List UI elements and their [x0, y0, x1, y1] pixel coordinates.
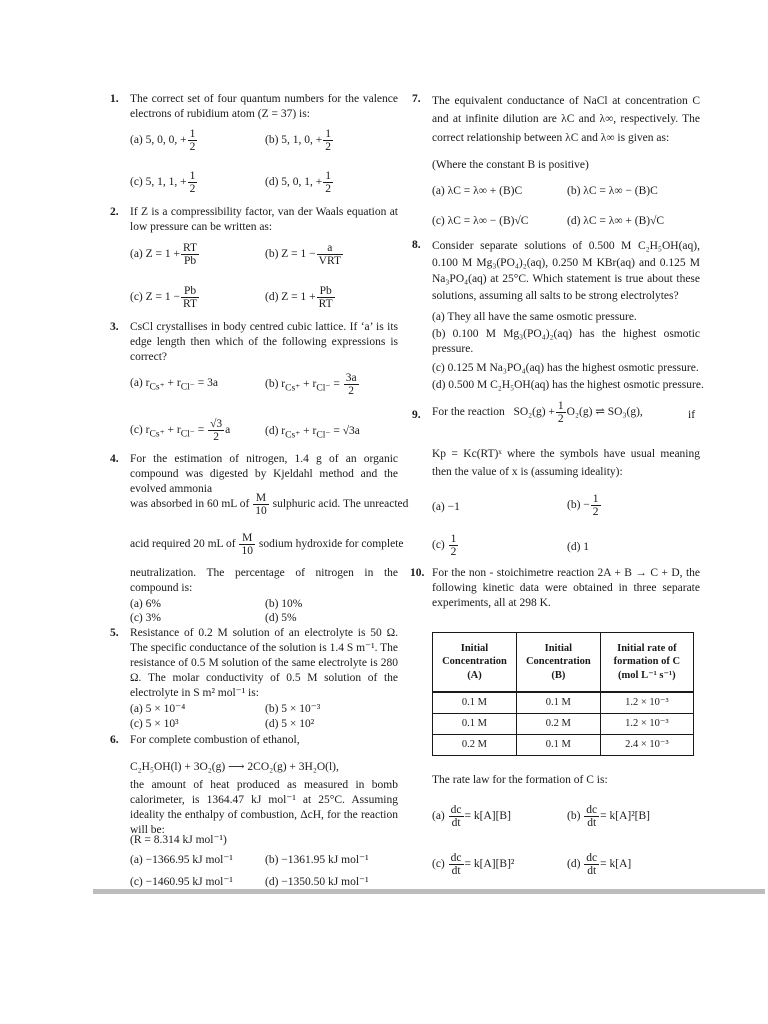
option-d: (d) −1350.50 kJ mol⁻¹: [265, 876, 369, 888]
option-d: (d) 5%: [265, 612, 297, 624]
option-b: (b) $r_{Cs^+} + r_{Cl^-}$ = $\frac{3a}{2}$: [265, 372, 357, 398]
option-c: (c) $\frac{dc}{dt}$ = k[A][B]²: [432, 852, 515, 878]
option-c: (c) 5, 1, 1, + $\frac{1}{2}$: [130, 170, 196, 196]
question-text: if: [688, 409, 696, 421]
option-b: (b) 5, 1, 0, + $\frac{1}{2}$: [265, 128, 332, 154]
option-c: (c) Z = 1 − $\frac{Pb}{RT}$: [130, 285, 198, 311]
option-a: (a) λC = λ∞ + (B)C: [432, 185, 523, 197]
option-a: (a) −1: [432, 501, 460, 513]
option-b: (b) Z = 1 − $\frac{a}{\text{VRT}}$: [265, 242, 341, 268]
table-cell: 1.2 × 10⁻³: [600, 714, 693, 735]
option-a: (a) 5, 0, 0, + $\frac{1}{2}$: [130, 128, 196, 154]
question-text: Consider separate solutions of 0.500 M C₂H₅OH(aq), 0.100 M Mg₃(PO₄)₂(aq), 0.250 M KBr(aq) and 0.125 M Na₃PO₄(aq) at 25°C. Which statement is true about these solutions, assuming all salts to be strong electrolytes?: [432, 240, 700, 303]
option-d: (d) Z = 1 + $\frac{Pb}{RT}$: [265, 285, 333, 311]
option-a: (a) 6%: [130, 598, 161, 610]
question-text: neutralization. The percentage of nitrogen in the compound is:: [130, 567, 398, 594]
question-text: the amount of heat produced as measured in bomb calorimeter, is 1364.47 kJ mol⁻¹ at 25°C. Assuming ideality the enthalpy of combustion, ΔcH, for the reaction will be:: [130, 779, 398, 836]
question-number: 6.: [110, 734, 119, 746]
page-bottom-rule: [93, 889, 765, 894]
question-text: For the non - stoichimetre reaction 2A + B → C + D, the following kinetic data were obtained in three separate experiments, all at 298 K.: [432, 567, 700, 609]
question-text: CsCl crystallises in body centred cubic lattice. If ‘a’ is its edge length then which of the following expressions is correct?: [130, 321, 398, 363]
question-number: 4.: [110, 453, 119, 465]
option-a: (a) −1366.95 kJ mol⁻¹: [130, 854, 233, 866]
question-text-line: was absorbed in 60 mL of $\frac{M}{10}$ sulphuric acid. The unreacted: [130, 492, 409, 518]
option-d: (d) 5, 0, 1, + $\frac{1}{2}$: [265, 170, 332, 196]
option-a: (a) Z = 1 + $\frac{RT}{Pb}$: [130, 242, 198, 268]
question-number: 2.: [110, 206, 119, 218]
option-b: (b) −1361.95 kJ mol⁻¹: [265, 854, 369, 866]
option-c: (c) 5 × 10³: [130, 718, 179, 730]
question-number: 3.: [110, 321, 119, 333]
reaction-equation: C₂H₅OH(l) + 3O₂(g) ⟶ 2CO₂(g) + 3H₂O(l),: [130, 761, 339, 773]
question-note: (Where the constant B is positive): [432, 159, 589, 171]
option-d: (d) 0.500 M C₂H₅OH(aq) has the highest osmotic pressure.: [432, 379, 704, 391]
column-header: Initial rate of formation of C (mol L⁻¹ s⁻¹): [600, 633, 693, 693]
question-text: If Z is a compressibility factor, van der Waals equation at low pressure can be written as:: [130, 206, 398, 233]
column-header: Initial Concentration (A): [433, 633, 517, 693]
option-d: (d) 1: [567, 541, 590, 553]
reaction-equation: For the reaction SO₂(g) + $\frac{1}{2}$ O₂(g) ⇌ SO₃(g),: [432, 400, 643, 426]
column-header: Initial Concentration (B): [516, 633, 600, 693]
option-b: (b) 0.100 M Mg₃(PO₄)₂(aq) has the highest osmotic pressure.: [432, 328, 700, 355]
question-number: 1.: [110, 93, 119, 105]
table-cell: 0.1 M: [516, 735, 600, 756]
option-b: (b) $\frac{dc}{dt}$ = k[A]²[B]: [567, 804, 651, 830]
option-c: (c) −1460.95 kJ mol⁻¹: [130, 876, 233, 888]
option-c: (c) λC = λ∞ − (B)√C: [432, 215, 529, 227]
option-d: (d) λC = λ∞ + (B)√C: [567, 215, 665, 227]
table-cell: 0.1 M: [516, 692, 600, 714]
question-number: 5.: [110, 627, 119, 639]
table-cell: 0.2 M: [433, 735, 517, 756]
question-text: Kp = Kc(RT)ˣ where the symbols have usual meaning then the value of x is (assuming ideality):: [432, 448, 700, 478]
option-a: (a) $r_{Cs^+} + r_{Cl^-} = 3a$: [130, 377, 218, 393]
option-c: (c) 3%: [130, 612, 161, 624]
table-header-row: [433, 633, 694, 693]
question-text-line: acid required 20 mL of $\frac{M}{10}$ sodium hydroxide for complete: [130, 532, 404, 558]
question-number: 7.: [412, 93, 421, 105]
option-a: (a) $\frac{dc}{dt}$ = k[A][B]: [432, 804, 511, 830]
question-text: The equivalent conductance of NaCl at concentration C and at infinite dilution are λC and λ∞, respectively. The correct relationship between λC and λ∞ is given as:: [432, 95, 700, 144]
option-b: (b) − $\frac{1}{2}$: [567, 493, 599, 519]
question-text: Resistance of 0.2 M solution of an electrolyte is 50 Ω. The specific conductance of the solution is 1.4 S m⁻¹. The resistance of 0.5 M solution of the same electrolyte is 280 Ω. The molar conductivity of 0.5 M solution of the electrolyte in S m² mol⁻¹ is:: [130, 627, 398, 699]
question-text: For the estimation of nitrogen, 1.4 g of an organic compound was digested by Kjeldahl method and the evolved ammonia: [130, 453, 398, 495]
question-number: 10.: [410, 567, 425, 579]
table-cell: 0.1 M: [433, 714, 517, 735]
option-d: (d) $\frac{dc}{dt}$ = k[A]: [567, 852, 632, 878]
question-text: For complete combustion of ethanol,: [130, 734, 300, 746]
question-text: The correct set of four quantum numbers for the valence electrons of rubidium atom (Z = 37) is:: [130, 93, 398, 120]
table-cell: 1.2 × 10⁻³: [600, 692, 693, 714]
question-text: The rate law for the formation of C is:: [432, 774, 608, 786]
question-number: 9.: [412, 409, 421, 421]
option-d: (d) $r_{Cs^+} + r_{Cl^-} = √3a$: [265, 425, 360, 441]
option-a: (a) 5 × 10⁻⁴: [130, 703, 186, 715]
table-cell: 0.2 M: [516, 714, 600, 735]
option-b: (b) λC = λ∞ − (B)C: [567, 185, 658, 197]
option-b: (b) 5 × 10⁻³: [265, 703, 321, 715]
option-a: (a) They all have the same osmotic pressure.: [432, 311, 637, 323]
table-cell: 0.1 M: [433, 692, 517, 714]
table-row: [433, 735, 694, 756]
table-cell: 2.4 × 10⁻³: [600, 735, 693, 756]
option-c: (c) 0.125 M Na₃PO₄(aq) has the highest osmotic pressure.: [432, 362, 699, 374]
option-b: (b) 10%: [265, 598, 303, 610]
question-number: 8.: [412, 239, 421, 251]
table-row: [433, 714, 694, 735]
option-c: (c) $r_{Cs^+} + r_{Cl^-}$ = $\frac{√3}{2}$ a: [130, 418, 231, 444]
table-row: [433, 692, 694, 714]
option-c: (c) $\frac{1}{2}$: [432, 533, 457, 559]
gas-constant-note: (R = 8.314 kJ mol⁻¹): [130, 834, 227, 846]
option-d: (d) 5 × 10²: [265, 718, 315, 730]
kinetic-data-table: [432, 632, 694, 756]
